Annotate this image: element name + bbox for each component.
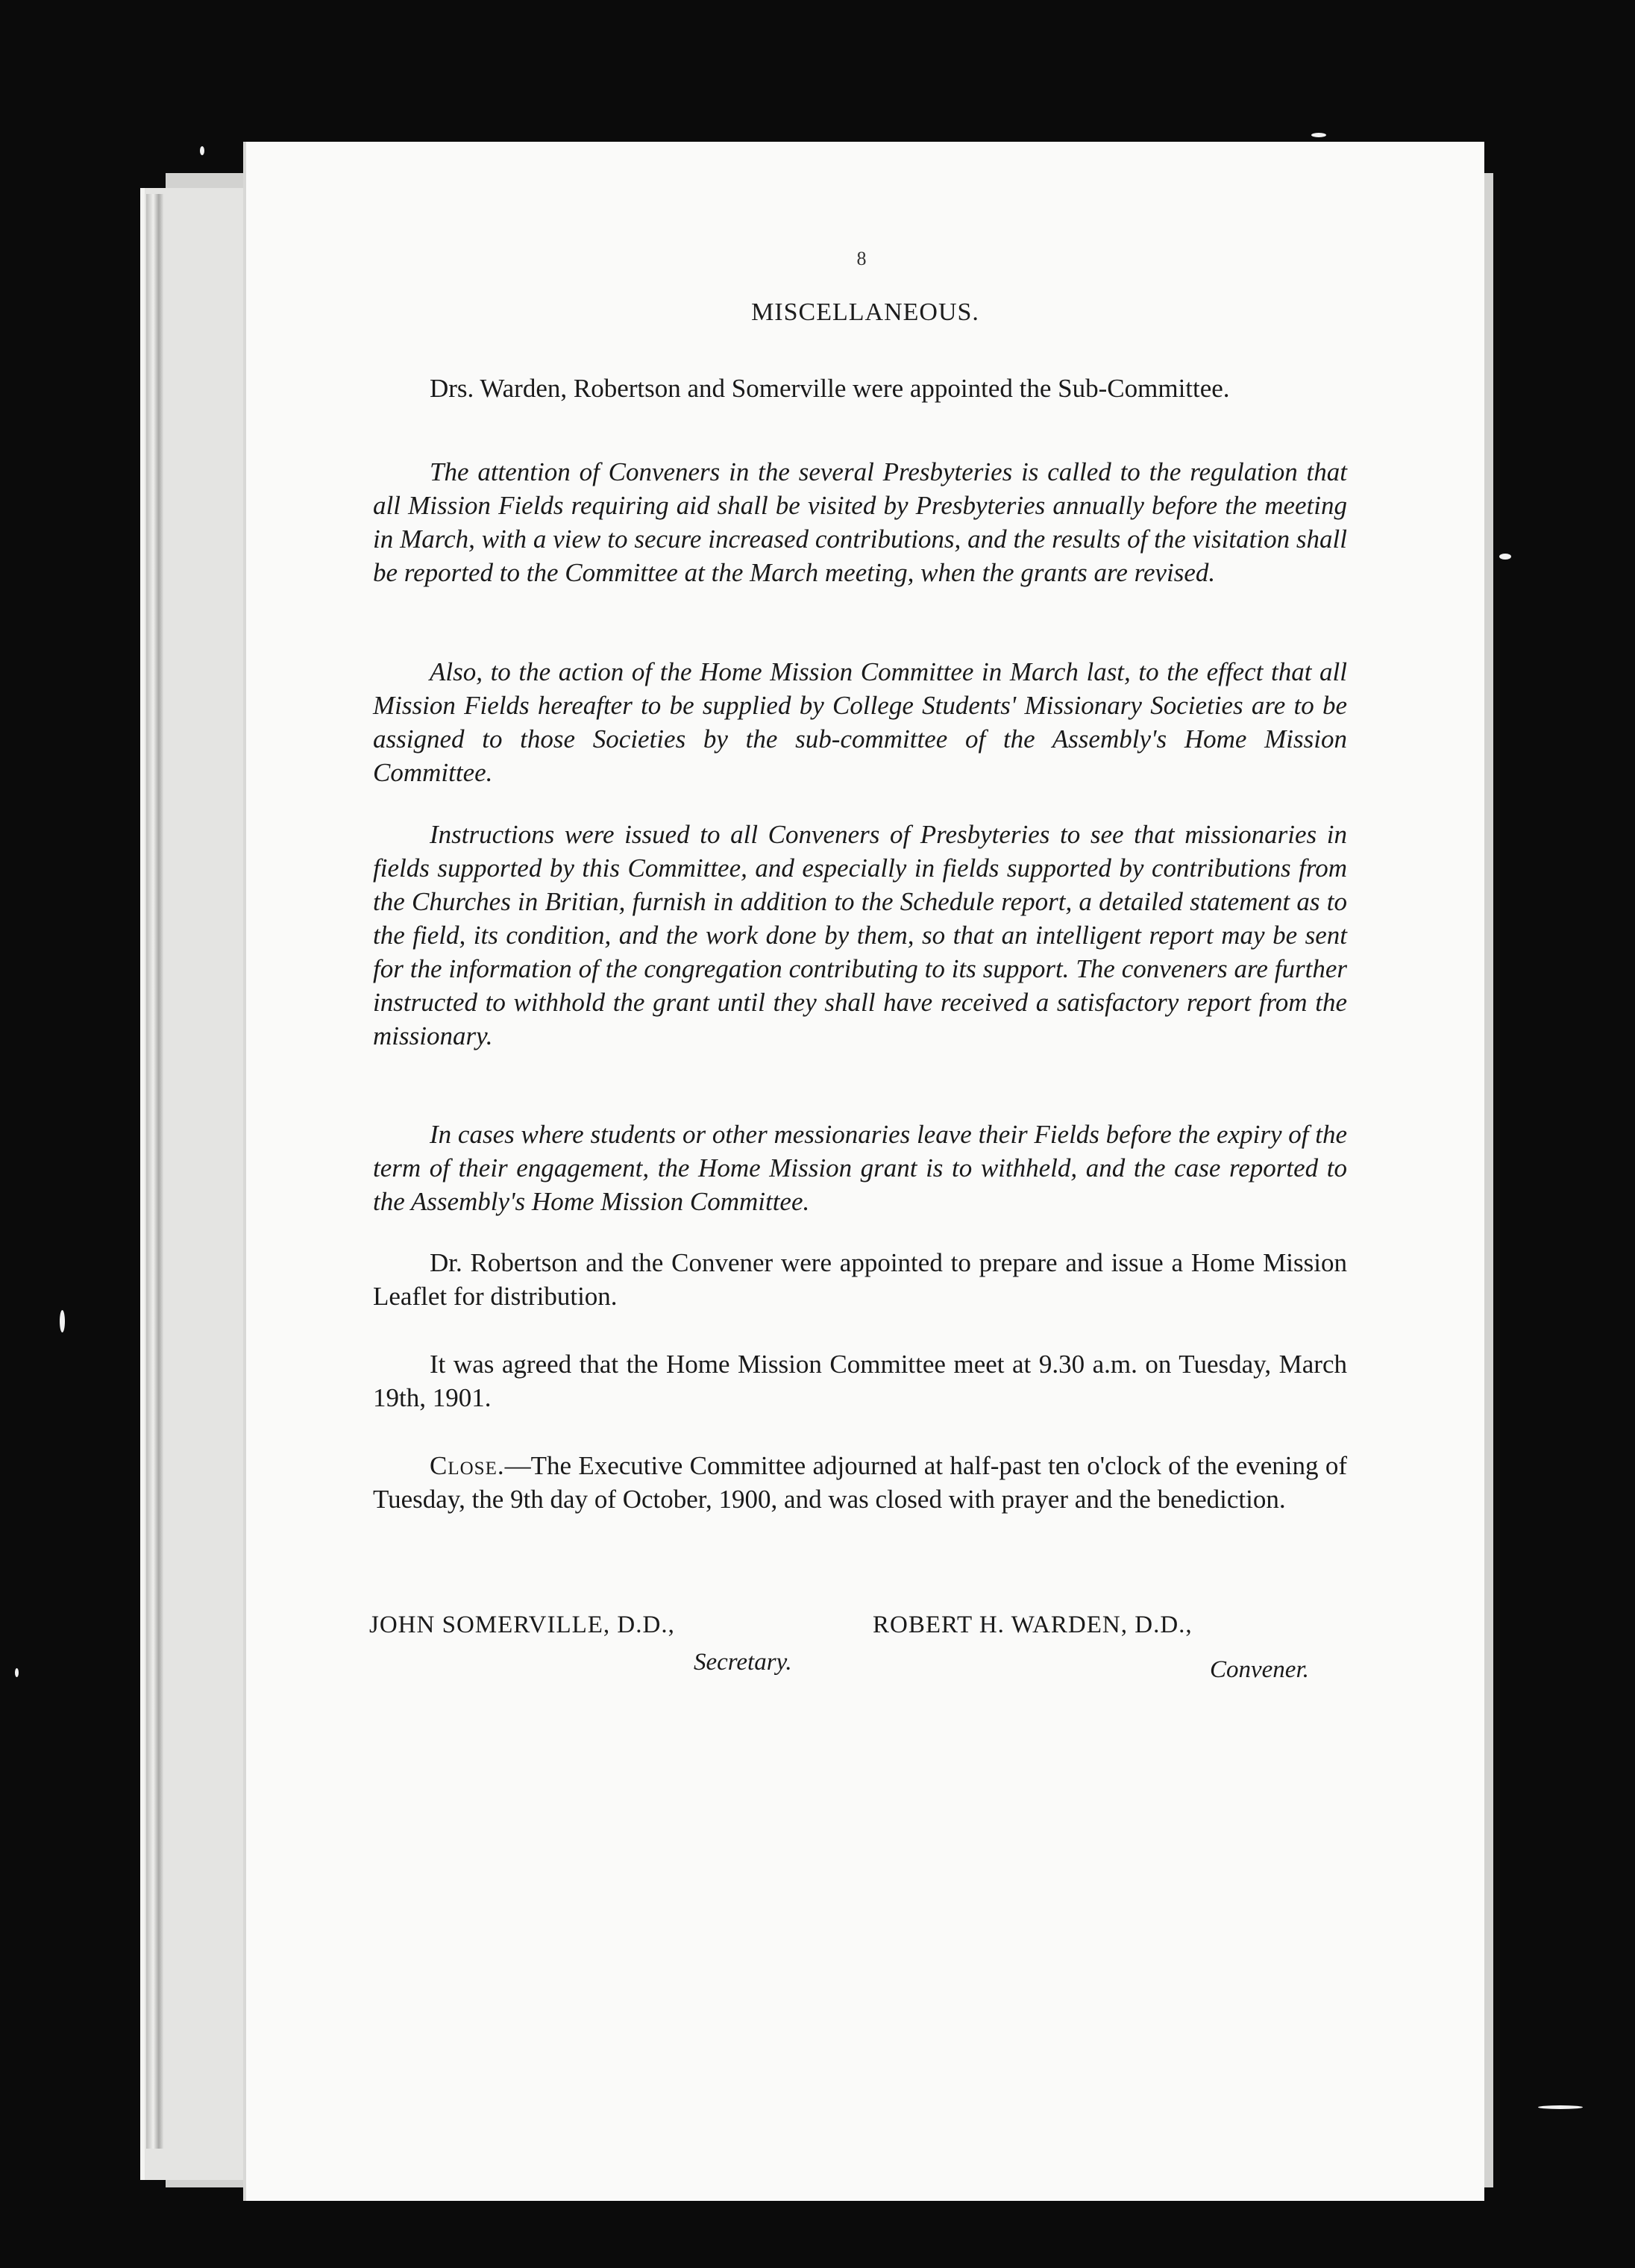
paragraph-visitation-notice: The attention of Conveners in the several Presbyteries is called to the regulation that all Mission Fields requiring aid shall be visited by Presbyteries annually before the meeting in March, with a view to secure increased contributions, and the results of the visitation shall be reported to the Committee at the March meeting, when the grants are revised. <box>373 457 1347 587</box>
film-speck <box>60 1310 65 1332</box>
secretary-name: JOHN SOMERVILLE, D.D., <box>369 1611 675 1638</box>
page-stack-edge <box>146 194 164 2149</box>
section-heading: MISCELLANEOUS. <box>751 298 979 326</box>
close-text: —The Executive Committee adjourned at half-past ten o'clock of the evening of Tuesday, the 9th day of October, 1900, and was closed with prayer and the benediction. <box>373 1451 1347 1514</box>
page-number: 8 <box>856 248 867 269</box>
convener-title: Convener. <box>1210 1656 1309 1683</box>
film-speck <box>15 1668 19 1677</box>
paragraph-instructions: Instructions were issued to all Conveners of Presbyteries to see that missionaries in fields supported by this Committee, and especially in fields supported by contributions from the Churches in Britian, furnish in addition to the Schedule report, a detailed statement as to the field, its condition, and the work done by them, so that an intelligent report may be sent for the information of the congregation contributing to its support. The conveners are further instructed to withhold the grant until they shall have received a satisfactory report from the missionary. <box>373 820 1347 1050</box>
film-speck <box>1499 554 1511 560</box>
paragraph-college-societies: Also, to the action of the Home Mission Committee in March last, to the effect that all Mission Fields hereafter to be supplied by College Students' Missionary Societies are to be assigned to those Societies by the sub-committee of the Assembly's Home Mission Committee. <box>373 657 1347 787</box>
close-lead: Close. <box>430 1451 505 1480</box>
film-speck <box>200 146 204 155</box>
paragraph-next-meeting: It was agreed that the Home Mission Committee meet at 9.30 a.m. on Tuesday, March 19th, 1901. <box>373 1350 1347 1412</box>
secretary-title: Secretary. <box>694 1649 792 1676</box>
film-speck <box>1538 2105 1583 2109</box>
paragraph-subcommittee: Drs. Warden, Robertson and Somerville were appointed the Sub-Committee. <box>430 374 1230 403</box>
convener-name: ROBERT H. WARDEN, D.D., <box>873 1611 1193 1638</box>
paragraph-close <box>373 1449 1347 1516</box>
paragraph-leaflet: Dr. Robertson and the Convener were appointed to prepare and issue a Home Mission Leaflet for distribution. <box>373 1248 1347 1311</box>
paragraph-withheld-grants: In cases where students or other messionaries leave their Fields before the expiry of the term of their engagement, the Home Mission grant is to withheld, and the case reported to the Assembly's Home Mission Committee. <box>373 1120 1347 1216</box>
film-speck <box>1311 133 1326 137</box>
